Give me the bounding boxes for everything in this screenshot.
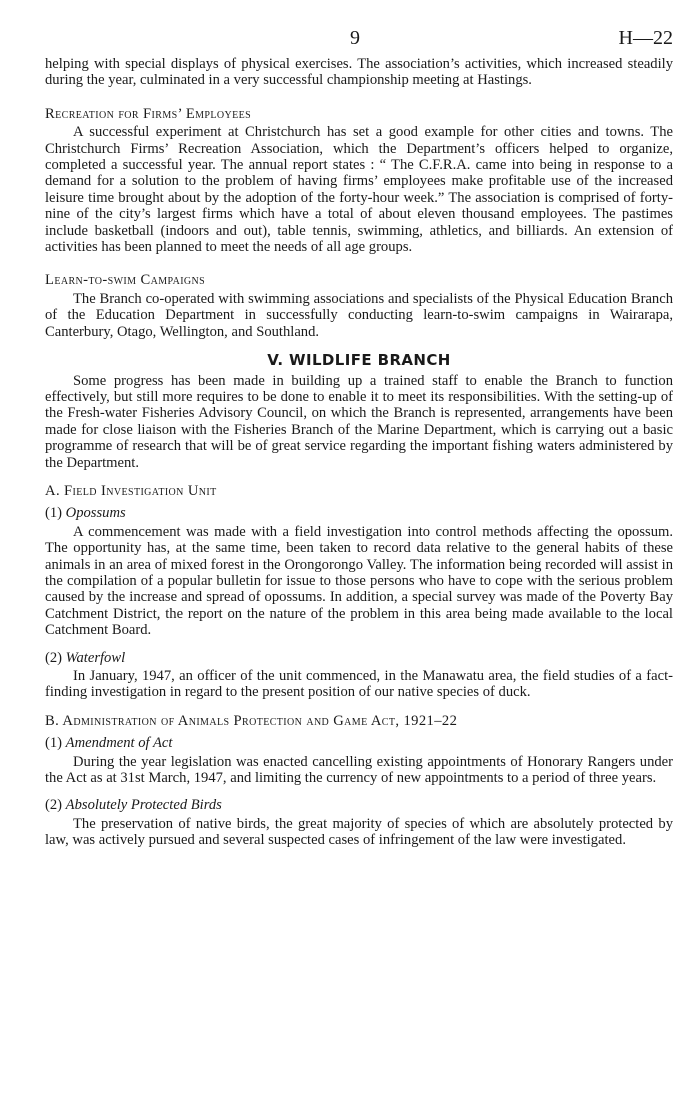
document-reference: H—22 — [618, 27, 673, 49]
page-number: 9 — [350, 27, 360, 49]
amendment-paragraph: During the year legislation was enacted cancelling existing appointments of Honorary Rangers under the Act as at 31st March, 1947, and limiting the currency of new appointments to a period of three years. — [45, 753, 673, 787]
recreation-heading: Recreation for Firms’ Employees — [45, 105, 252, 122]
protected-birds-title: Absolutely Protected Birds — [65, 797, 222, 814]
opossums-subheading — [45, 505, 673, 521]
wildlife-intro-paragraph: Some progress has been made in building up a trained staff to enable the Branch to function effectively, but still more requires to be done to enable it to meet its responsibilities. With the setting-up of the Fresh-water Fisheries Advisory Council, on which the Branch is represented, arrangements have been made for close liaison with the Fisheries Branch of the Marine Department, which is carrying out a basic programme of research that will be of great service regarding the important fishing waters administered by the Department. — [45, 372, 673, 471]
opossums-paragraph: A commencement was made with a field investigation into control methods affecting the opossum. The opportunity has, at the same time, been taken to record data relative to the general habits of these animals in an area of mixed forest in the Orongorongo Valley. The information being recorded will assist in the compilation of a popular bulletin for issue to those persons who have to cope with the serious problem caused by the increase and spread of opossums. In addition, a special survey was made of the Poverty Bay Catchment District, the report on the nature of the problem in this area being made available to the local Catchment Board. — [45, 523, 673, 639]
recreation-paragraph: A successful experiment at Christchurch has set a good example for other cities and towns. The Christchurch Firms’ Recreation Association, which the Department’s officers helped to organize, completed a successful year. The annual report states : “ The C.F.R.A. came into being in response to a demand for a solution to the problem of having firms’ employees make profitable use of the increased leisure time brought about by the adoption of the forty-hour week.” The association is comprised of forty-nine of the city’s largest firms which have a total of about eleven thousand employees. The pastimes include basketball (indoors and out), table tennis, swimming, athletics, and billiards. An extension of activities has been planned to meet the needs of all age groups. — [45, 124, 673, 256]
protected-birds-subheading — [45, 797, 673, 813]
amendment-title: Amendment of Act — [65, 735, 173, 752]
section-b-heading: B. Administration of Animals Protection and Game Act, 1921–22 — [45, 712, 458, 729]
learn-to-swim-heading: Learn-to-swim Campaigns — [45, 272, 206, 289]
intro-paragraph: helping with special displays of physical exercises. The association’s activities, which increased steadily during the year, culminated in a very successful championship meeting at Hastings. — [45, 56, 673, 89]
opossums-title: Opossums — [65, 505, 126, 522]
section-a-heading: A. Field Investigation Unit — [45, 482, 217, 499]
document-page — [45, 27, 673, 849]
protected-birds-paragraph: The preservation of native birds, the great majority of species of which are absolutely protected by law, was actively pursued and several suspected cases of infringement of the law were investigated. — [45, 815, 673, 849]
amendment-number: (1) — [45, 735, 66, 752]
wildlife-branch-title: V. WILDLIFE BRANCH — [267, 351, 451, 370]
protected-birds-number: (2) — [45, 797, 66, 814]
learn-to-swim-paragraph: The Branch co-operated with swimming associations and specialists of the Physical Education Branch of the Education Department in successfully conducting learn-to-swim campaigns in Wairarapa, Canterbury, Otago, Wellington, and Southland. — [45, 290, 673, 340]
waterfowl-title: Waterfowl — [65, 649, 126, 666]
page-header — [45, 27, 673, 56]
amendment-subheading — [45, 735, 673, 751]
opossums-number: (1) — [45, 505, 66, 522]
waterfowl-subheading — [45, 650, 673, 666]
waterfowl-number: (2) — [45, 649, 66, 666]
waterfowl-paragraph: In January, 1947, an officer of the unit commenced, in the Manawatu area, the field studies of a fact-finding investigation in regard to the present position of our native species of duck. — [45, 668, 673, 701]
